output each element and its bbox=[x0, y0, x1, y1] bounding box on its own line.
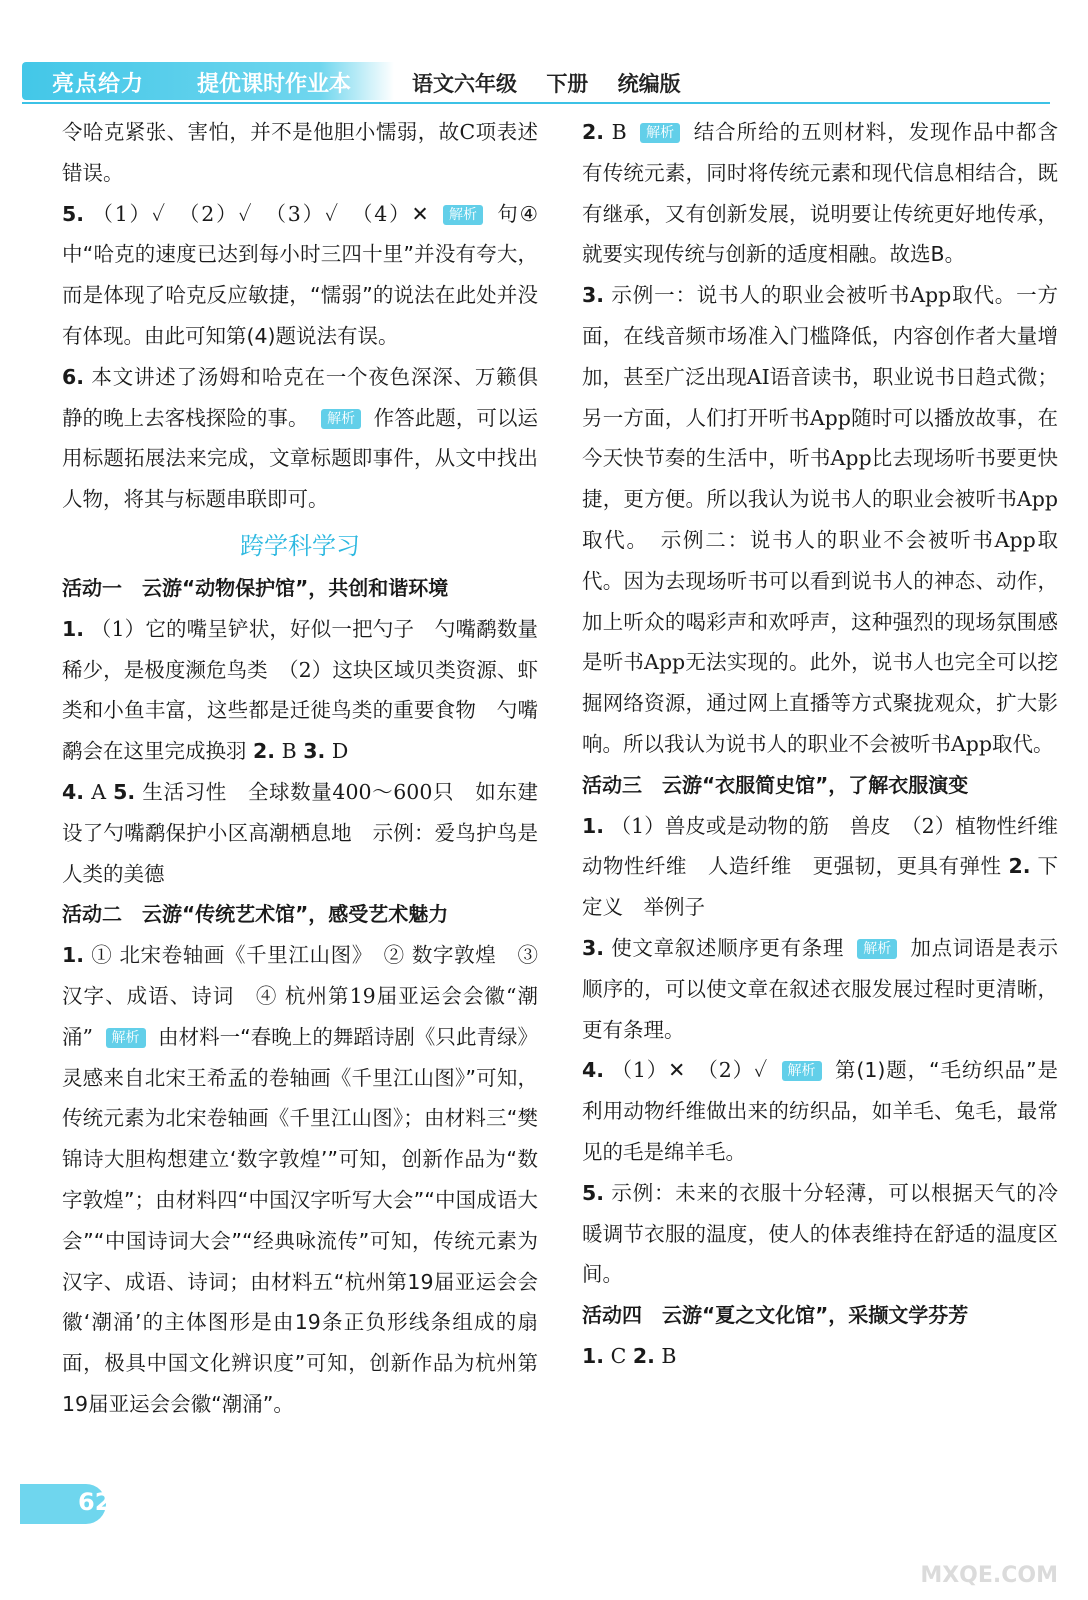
volume: 下册 bbox=[546, 72, 589, 96]
activity-2-q1: 1. ① 北宋卷轴画《千里江山图》 ② 数字敦煌 ③ 汉字、成语、诗词 ④ 杭州第19届亚运会会徽“潮涌” 解析 由材料一“春晚上的舞蹈诗剧《只此青绿》灵感来自北宋王希孟的卷轴画《千里江山图》”可知，传统元素为北宋卷轴画《千里江山图》；由材料三“樊锦诗大胆构想建立‘数字敦煌’”可知，创新作品为“数字敦煌”；由材料四“中国汉字听写大会”“中国成语大会”“中国诗词大会”“经典咏流传”可知，传统元素为汉字、成语、诗词；由材料五“杭州第19届亚运会会徽‘潮涌’的主体图形是由19条正负形线条组成的扇面，极具中国文化辨识度”可知，创新作品为杭州第19届亚运会会徽“潮涌”。 bbox=[62, 943, 538, 1416]
edition: 统编版 bbox=[617, 72, 681, 96]
analysis-tag: 解析 bbox=[443, 205, 483, 225]
answer-q6: 6. 本文讲述了汤姆和哈克在一个夜色深深、万籁俱静的晚上去客栈探险的事。 解析 作答此题，可以运用标题拓展法来完成，文章标题即事件，从文中找出人物，将其与标题串联即可。 bbox=[62, 364, 538, 512]
activity-4-answers: 1. C 2. B bbox=[582, 1343, 677, 1368]
header-banner bbox=[22, 62, 394, 100]
analysis-tag: 解析 bbox=[640, 123, 680, 143]
activity-3-q3: 3. 使文章叙述顺序更有条理 解析 加点词语是表示顺序的，可以使文章在叙述衣服发展过程时更清晰，更有条理。 bbox=[582, 935, 1058, 1042]
activity-2-q2: 2. B 解析 结合所给的五则材料，发现作品中都含有传统元素，同时将传统元素和现代信息相结合，既有继承，又有创新发展，说明要让传统更好地传承，就要实现传统与创新的适度相融。故选B。 bbox=[582, 120, 1058, 267]
page-header bbox=[22, 62, 1052, 104]
analysis-tag: 解析 bbox=[106, 1028, 146, 1048]
left-column bbox=[62, 112, 538, 1425]
activity-2-title: 活动二 云游“传统艺术馆”，感受艺术魅力 bbox=[62, 902, 449, 927]
page-number-tab bbox=[20, 1484, 112, 1524]
analysis-tag: 解析 bbox=[857, 939, 897, 959]
activity-4-title: 活动四 云游“夏之文化馆”，采撷文学芬芳 bbox=[582, 1303, 969, 1328]
activity-1-q4-q5: 4. A 5. 生活习性 全球数量400～600只 如东建设了勺嘴鹬保护小区高潮栖息地 示例：爱鸟护鸟是人类的美德 bbox=[62, 779, 538, 886]
analysis-tag: 解析 bbox=[321, 409, 361, 429]
intro-continuation: 令哈克紧张、害怕，并不是他胆小懦弱，故C项表述错误。 bbox=[62, 120, 538, 185]
brand-name: 亮点给力 bbox=[52, 72, 145, 97]
right-column bbox=[582, 112, 1079, 1377]
activity-3-title: 活动三 云游“衣服简史馆”，了解衣服演变 bbox=[582, 772, 969, 797]
activity-3-q4: 4. （1）✕ （2）✓ 解析 第(1)题，“毛纺织品”是利用动物纤维做出来的纺织品，如羊毛、兔毛，最常见的毛是绵羊毛。 bbox=[582, 1058, 1059, 1164]
book-info bbox=[412, 68, 703, 98]
watermark-text: MXQE.COM bbox=[920, 1563, 1058, 1588]
page-number: 62 bbox=[78, 1488, 112, 1516]
subject-grade: 语文六年级 bbox=[412, 72, 517, 96]
activity-1-q1: 1. （1）它的嘴呈铲状，好似一把勺子 勺嘴鹬数量稀少，是极度濒危鸟类 （2）这块区域贝类资源、虾类和小鱼丰富，这些都是迁徙鸟类的重要食物 勺嘴鹬会在这里完成换羽 2. B 3. D bbox=[62, 616, 538, 764]
answer-q5: 5. （1）✓ （2）✓ （3）✓ （4）✕ 解析 句④中“哈克的速度已达到每小时三四十里”并没有夸大，而是体现了哈克反应敏捷，“懦弱”的说法在此处并没有体现。由此可知第(4)题说法有误。 bbox=[62, 201, 538, 348]
section-title: 跨学科学习 bbox=[240, 531, 360, 560]
series-subtitle: 提优课时作业本 bbox=[197, 72, 352, 97]
watermark bbox=[908, 1498, 1058, 1588]
activity-3-q5: 5. 示例：未来的衣服十分轻薄，可以根据天气的冷暖调节衣服的温度，使人的体表维持在舒适的温度区间。 bbox=[582, 1180, 1058, 1287]
activity-3-q1-q2: 1. （1）兽皮或是动物的筋 兽皮 （2）植物性纤维 动物性纤维 人造纤维 更强韧，更具有弹性 2. 下定义 举例子 bbox=[582, 813, 1079, 920]
activity-2-q3: 3. 示例一：说书人的职业会被听书App取代。一方面，在线音频市场准入门槛降低，内容创作者大量增加，甚至广泛出现AI语音读书，职业说书日趋式微；另一方面，人们打开听书App随时可以播放故事，在今天快节奏的生活中，听书App比去现场听书要更快捷，更方便。所以我认为说书人的职业会被听书App取代。 示例二：说书人的职业不会被听书App取代。因为去现场听书可以看到说书人的神态、动作，加上听众的喝彩声和欢呼声，这种强烈的现场氛围感是听书App无法实现的。此外，说书人也完全可以挖掘网络资源，通过网上直播等方式聚拢观众，扩大影响。所以我认为说书人的职业不会被听书App取代。 bbox=[582, 283, 1058, 756]
header-divider bbox=[22, 102, 1050, 104]
activity-1-title: 活动一 云游“动物保护馆”，共创和谐环境 bbox=[62, 575, 449, 600]
analysis-tag: 解析 bbox=[782, 1061, 822, 1081]
